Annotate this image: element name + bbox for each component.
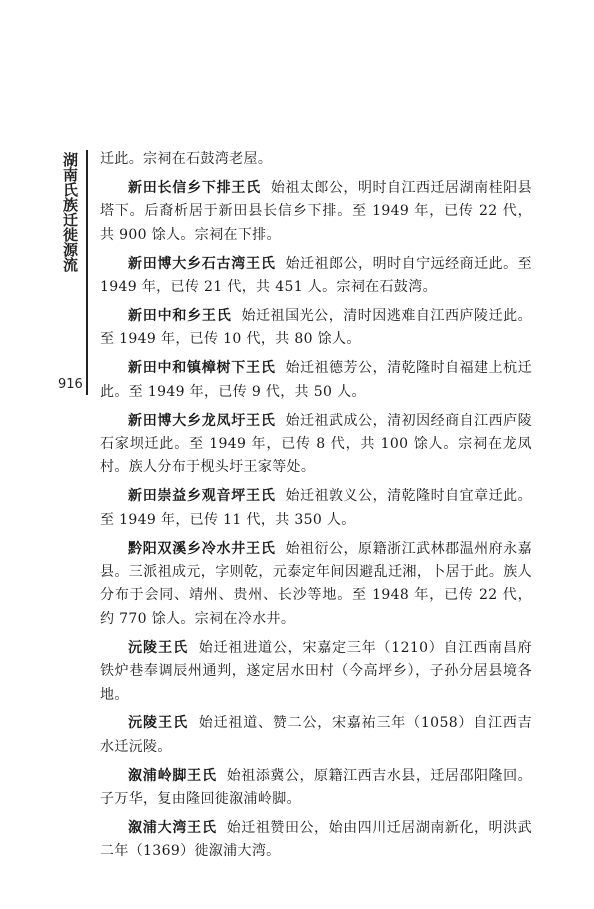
entry-text: 始迁祖郎公，明时自宁远经商迁此。至 1949 年，已传 21 代，共 451 人。宗祠在石鼓湾。 [100, 255, 533, 296]
entry-heading: 沅陵王氏 [128, 715, 189, 732]
entry-text: 始祖太郎公，明时自江西迁居湖南桂阳县塔下。后裔析居于新田县长信乡下排。至 1949 年，已传 22 代，共 900 馀人。宗祠在下排。 [100, 179, 532, 243]
entry-heading: 黔阳双溪乡冷水井王氏 [128, 540, 276, 557]
entry-text: 始迁祖德芳公，清乾隆时自福建上杭迁此。至 1949 年，已传 9 代，共 50 人。 [100, 360, 533, 400]
entry-text: 始迁祖赞田公，始由四川迁居湖南新化，明洪武二年（1369）徙溆浦大湾。 [100, 820, 532, 860]
entry-paragraph [100, 177, 532, 247]
entry-paragraph [100, 712, 532, 759]
entry-heading: 新田崇益乡观音坪王氏 [128, 488, 276, 505]
entry-text: 迁此。宗祠在石鼓湾老屋。 [100, 151, 273, 167]
entry-heading: 溆浦大湾王氏 [128, 820, 217, 837]
margin-rule [86, 150, 88, 395]
entry-paragraph [100, 305, 532, 352]
entry-heading: 新田中和镇樟树下王氏 [128, 360, 276, 377]
entry-heading: 新田博大乡石古湾王氏 [128, 255, 276, 272]
entry-text: 始祖添冀公，原籍江西吉水县，迁居邵阳隆回。子万华，复由隆回徙溆浦岭脚。 [100, 767, 532, 808]
entry-paragraph [100, 637, 532, 707]
entry-heading: 新田博大乡龙凤圩王氏 [128, 412, 276, 429]
entry-text: 始迁祖武成公，清初因经商自江西庐陵石家坝迁此。至 1949 年，已传 8 代，共 100 馀人。宗祠在龙凤村。族人分布于枧头圩王家等处。 [100, 412, 533, 476]
entry-paragraph [100, 765, 532, 812]
paragraph-continuation [100, 148, 532, 171]
page-number: 916 [58, 377, 83, 392]
entry-text: 始迁祖国光公，清时因逃难自江西庐陵迁此。至 1949 年，已传 10 代，共 80 馀人。 [100, 307, 533, 348]
entry-paragraph [100, 357, 532, 404]
entry-text: 始迁祖敦义公，清乾隆时自宜章迁此。至 1949 年，已传 11 代，共 350 人。 [100, 488, 533, 528]
entry-text: 始迁祖进道公，宋嘉定三年（1210）自江西南昌府铁炉巷奉调辰州通判，遂定居水田村（今高坪乡），子孙分居县境各地。 [100, 639, 533, 703]
entry-paragraph [100, 253, 532, 300]
entry-paragraph [100, 410, 532, 480]
entry-text: 始迁祖道、赞二公，宋嘉祐三年（1058）自江西吉水迁沅陵。 [100, 715, 533, 755]
page-body [100, 148, 532, 869]
entry-heading: 溆浦岭脚王氏 [128, 767, 217, 784]
entry-heading: 沅陵王氏 [128, 639, 189, 656]
entry-paragraph [100, 817, 532, 864]
running-head-title: 湖南氏族迁徙源流 [61, 152, 79, 272]
entry-heading: 新田中和乡王氏 [128, 307, 232, 324]
entry-paragraph [100, 485, 532, 532]
entry-text: 始祖衍公，原籍浙江武林郡温州府永嘉县。三派祖成元，字则乾，元泰定年间因避乱迁湘，卜居于此。族人分布于会同、靖州、贵州、长沙等地。至 1948 年，已传 22 代，约 770 馀人。宗祠在冷水井。 [100, 540, 533, 627]
entry-paragraph [100, 538, 532, 632]
entry-heading: 新田长信乡下排王氏 [128, 179, 261, 196]
